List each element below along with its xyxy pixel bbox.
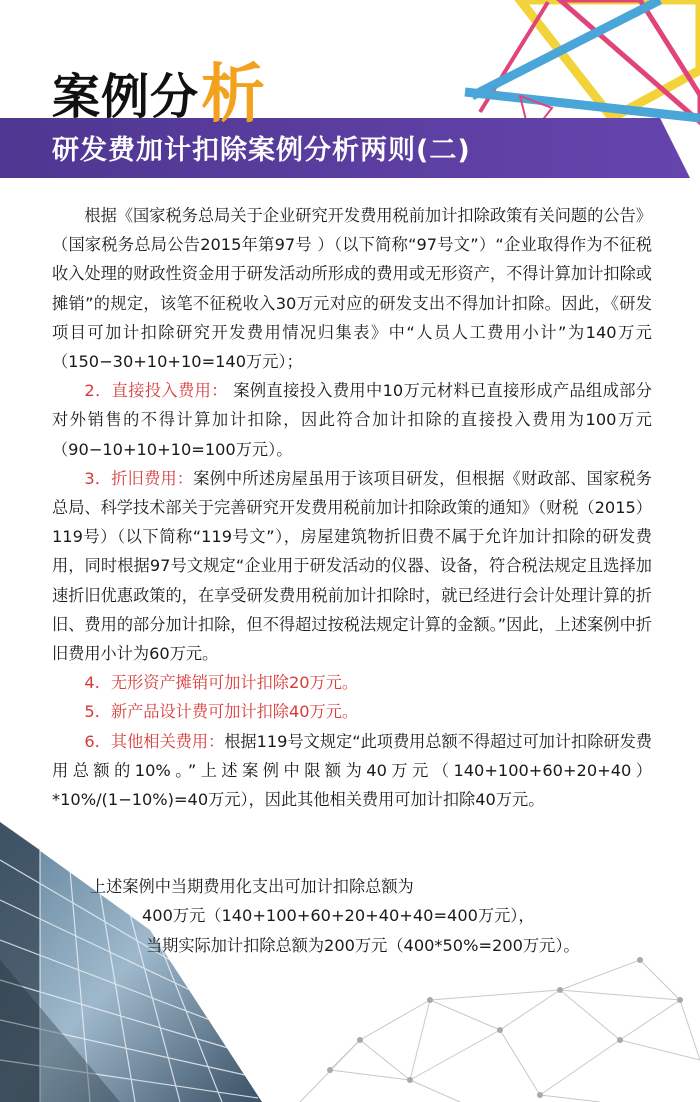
paragraph-3-label: 3．折旧费用：	[84, 468, 194, 488]
summary-line-2: 400万元（140+100+60+20+40+40=400万元），	[142, 906, 535, 926]
summary-line-3: 当期实际加计扣除总额为200万元（400*50%=200万元）。	[146, 935, 580, 955]
paragraph-2-text: 案例直接投入费用中10万元材料已直接形成产品组成部分对外销售的不得计算加计扣除，因此符合加计扣除的直接投入费用为100万元（90−10+10+10=100万元）。	[52, 381, 652, 459]
paragraph-3	[52, 464, 652, 668]
article-body	[52, 201, 652, 814]
page-title	[52, 40, 265, 132]
paragraph-5: 5．新产品设计费可加计扣除40万元。	[84, 702, 359, 722]
page-title-accent: 析	[201, 58, 266, 132]
paragraph-2	[52, 376, 652, 464]
banner-title: 研发费加计扣除案例分析两则(二)	[52, 135, 471, 166]
paragraph-3-text: 案例中所述房屋虽用于该项目研发，但根据《财政部、国家税务总局、科学技术部关于完善研究开发费用税前加计扣除政策的通知》（财税（2015）119号）（以下简称“119号文”），房屋建筑物折旧费不属于允许加计扣除的研发费用，同时根据97号文规定“企业用于研发活动的仪器、设备，符合税法规定且选择加速折旧优惠政策的，在享受研发费用税前加计扣除时，就已经进行会计处理计算的折旧、费用的部分加计扣除，但不得超过按税法规定计算的金额。”因此，上述案例中折旧费用小计为60万元。	[52, 468, 652, 664]
building-photo-icon	[0, 822, 262, 1102]
paragraph-1: 根据《国家税务总局关于企业研究开发费用税前加计扣除政策有关问题的公告》（国家税务总局公告2015年第97号 ）（以下简称“97号文”）“企业取得作为不征税收入处理的财政性资金用于研发活动所形成的费用或无形资产，不得计算加计扣除或摊销”的规定，该笔不征税收入30万元对应的研发支出不得加计扣除。因此，《研发项目可加计扣除研究开发费用情况归集表》中“人员人工费用小计”为140万元（150−30+10+10=140万元）；	[52, 206, 652, 372]
page-title-main: 案例分	[52, 69, 200, 125]
triangle-decoration-icon	[465, 0, 700, 136]
paragraph-4: 4．无形资产摊销可加计扣除20万元。	[84, 673, 359, 693]
paragraph-6-text: 根据119号文规定“此项费用总额不得超过可加计扣除研发费用总额的10%。”上述案例中限额为40万元（140+100+60+20+40）*10%/(1−10%)=40万元），因此其他相关费用可加计扣除40万元。	[52, 731, 652, 810]
paragraph-2-label: 2．直接投入费用：	[84, 381, 228, 401]
paragraph-6	[52, 727, 652, 815]
summary-line-1: 上述案例中当期费用化支出可加计扣除总额为	[90, 877, 414, 896]
paragraph-6-label: 6．其他相关费用：	[84, 731, 225, 751]
summary-block	[52, 872, 672, 960]
